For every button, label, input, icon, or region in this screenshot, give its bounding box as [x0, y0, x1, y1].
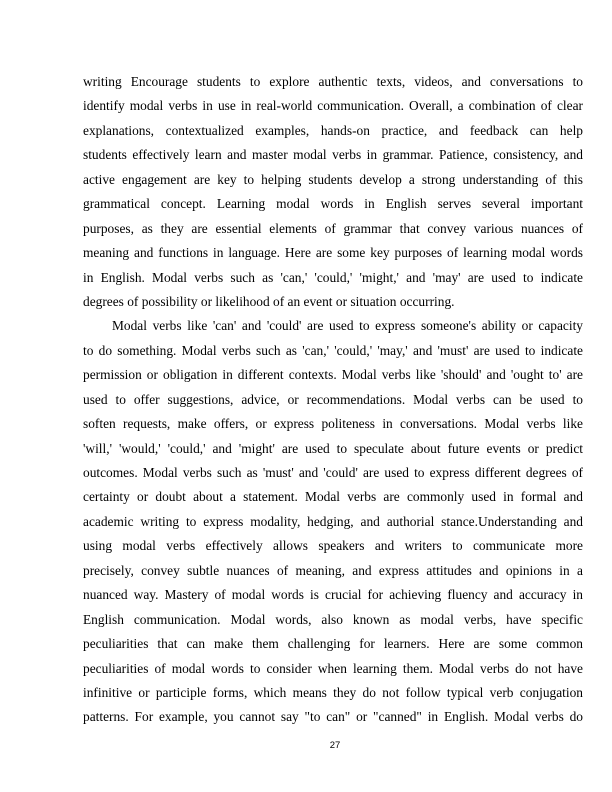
paragraph	[83, 70, 583, 314]
text-line: Modal verbs like 'can' and 'could' are used to express someone's ability or capacity	[112, 318, 583, 334]
text-line: academic writing to express modality, hedging, and authorial stance.Understanding and	[83, 513, 583, 529]
text-line: explanations, contextualized examples, hands-on practice, and feedback can help	[83, 122, 583, 138]
text-line: patterns. For example, you cannot say "to can" or "canned" in English. Modal verbs do	[83, 709, 583, 725]
text-line: grammatical concept. Learning modal words in English serves several important	[83, 196, 583, 212]
body-text	[83, 70, 583, 730]
text-line: used to offer suggestions, advice, or recommendations. Modal verbs can be used to	[83, 391, 583, 407]
text-line: identify modal verbs in use in real-world communication. Overall, a combination of clear	[83, 98, 583, 114]
text-line: peculiarities of modal words to consider when learning them. Modal verbs do not have	[83, 660, 583, 676]
text-line: nuanced way. Mastery of modal words is crucial for achieving fluency and accuracy in	[83, 587, 583, 603]
text-line: degrees of possibility or likelihood of an event or situation occurring.	[83, 293, 455, 309]
text-line: to do something. Modal verbs such as 'can,' 'could,' 'may,' and 'must' are used to indicate	[83, 342, 583, 358]
text-line: purposes, as they are essential elements of grammar that convey various nuances of	[83, 220, 583, 236]
text-line: writing Encourage students to explore authentic texts, videos, and conversations to	[83, 74, 583, 89]
text-line: peculiarities that can make them challenging for learners. Here are some common	[83, 636, 583, 652]
text-line: meaning and functions in language. Here are some key purposes of learning modal words	[83, 245, 583, 261]
text-line: infinitive or participle forms, which means they do not follow typical verb conjugation	[83, 684, 583, 700]
text-line: certainty or doubt about a statement. Modal verbs are commonly used in formal and	[83, 489, 583, 505]
text-line: using modal verbs effectively allows speakers and writers to communicate more	[83, 538, 583, 554]
text-line: English communication. Modal words, also known as modal verbs, have specific	[83, 611, 583, 627]
text-line: 'will,' 'would,' 'could,' and 'might' are used to speculate about future events or predict	[83, 440, 583, 456]
text-line: precisely, convey subtle nuances of meaning, and express attitudes and opinions in a	[83, 562, 583, 578]
text-line: outcomes. Modal verbs such as 'must' and 'could' are used to express different degrees of	[83, 465, 583, 480]
text-line: permission or obligation in different contexts. Modal verbs like 'should' and 'ought to' are	[83, 367, 583, 383]
text-line: active engagement are key to helping students develop a strong understanding of this	[83, 171, 583, 187]
text-line: soften requests, make offers, or express politeness in conversations. Modal verbs like	[83, 416, 583, 432]
paragraph	[83, 314, 583, 729]
text-line: students effectively learn and master modal verbs in grammar. Patience, consistency, and	[83, 147, 583, 163]
page-number: 27	[329, 740, 341, 751]
text-line: in English. Modal verbs such as 'can,' 'could,' 'might,' and 'may' are used to indicate	[83, 269, 583, 285]
